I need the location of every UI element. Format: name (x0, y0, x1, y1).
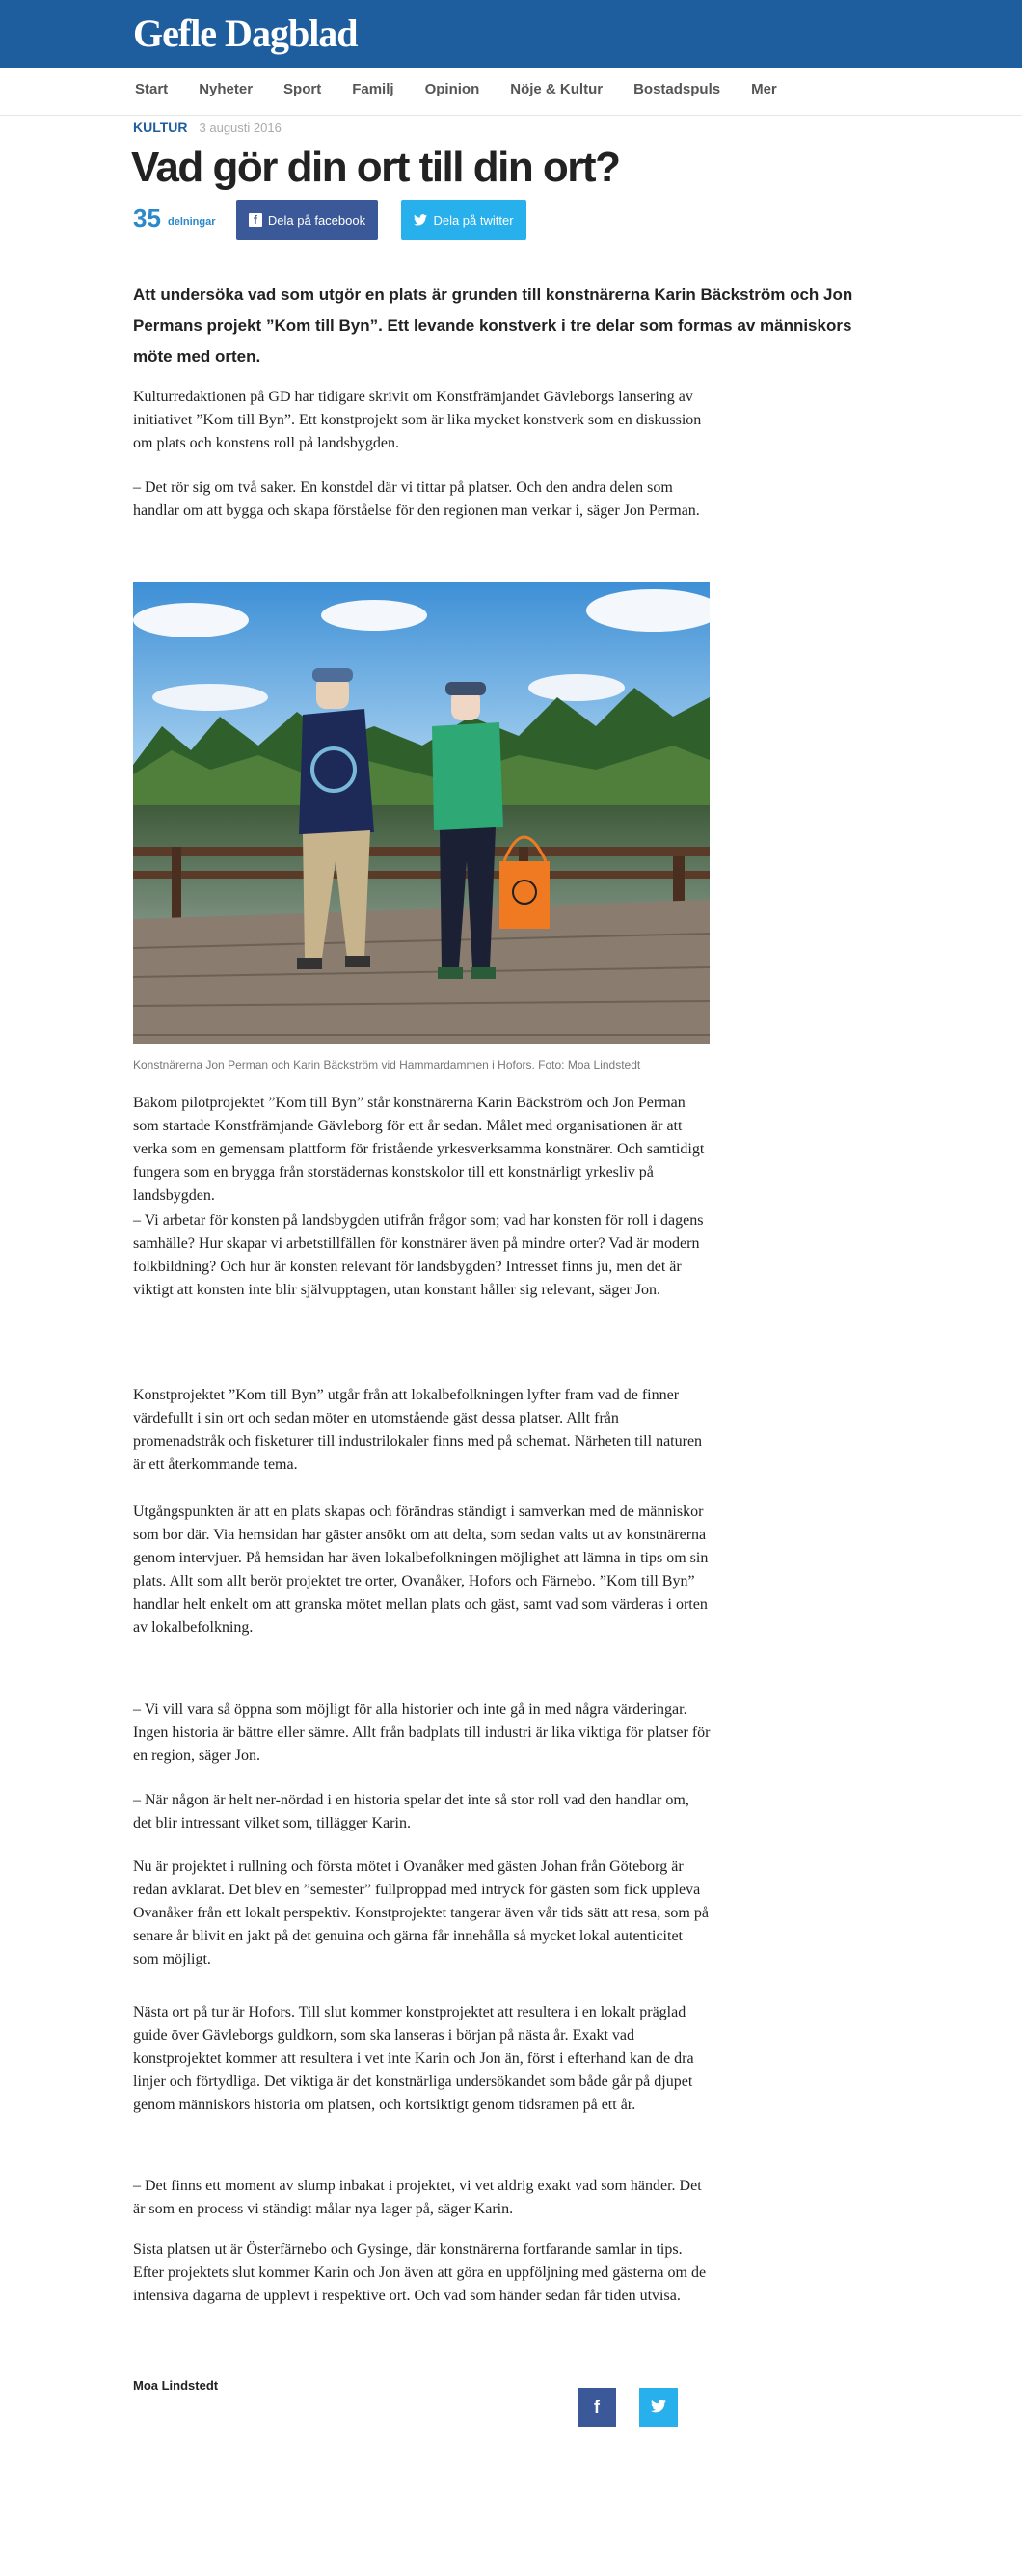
paragraph-7: Nu är projektet i rullning och första mötet i Ovanåker med gästen Johan från Göteborg är redan avklarat. Det blev en ”semester” fullproppad med intryck för gästen som fick uppleva Ovanåker från ett lokalt perspektiv. Konstprojektet tangerar även vår tids sätt att resa, som på senare år blivit en jakt på det genuina och gärna får innehålla så mycket lokal autenticitet som möjligt. (133, 1858, 709, 1967)
site-logo[interactable]: Gefle Dagblad (133, 12, 358, 55)
bottom-share-twitter-button[interactable] (639, 2388, 678, 2427)
nav-item-nyheter[interactable]: Nyheter (199, 81, 254, 97)
paragraph-2: – Vi arbetar för konsten på landsbygden utifrån frågor som; vad har konsten för roll i dagens samhälle? Hur skapar vi arbetstillfällen för konstnärer även på mindre orter? Vad är modern folkbildning? Och hur är konsten relevant för landsbygden? Intresset finns ju, men det är viktigt att konsten inte blir självupptagen, utan konstant håller sig relevant, säger Jon. (133, 1212, 704, 1298)
photo-illustration (133, 582, 710, 1044)
photo-caption: Konstnärerna Jon Perman och Karin Bäckström vid Hammardammen i Hofors. Foto: Moa Lindstedt (133, 1058, 641, 1071)
author-name: Moa Lindstedt (133, 2378, 219, 2393)
nav-item-opinion[interactable]: Opinion (424, 81, 480, 97)
nav-item-mer[interactable]: Mer (751, 81, 777, 97)
paragraph-5: – Vi vill vara så öppna som möjligt för alla historier och inte gå in med några värderingar. Ingen historia är bättre eller sämre. Allt från badplats till industri är lika viktiga för platser för en region, säger Jon. (133, 1701, 711, 1764)
paragraph-8: Nästa ort på tur är Hofors. Till slut kommer konstprojektet att resultera i en lokalt präglad guide över Gävleborgs guldkorn, som ska lanseras i början på nästa år. Exakt vad konstprojektet kommer att resultera i vet inte Karin och Jon än, först i efterhand kan de dra linjer och förtydliga. Det viktiga är det konstnärliga undersökandet som både går på djupet genom människors historia om platsen, och kortsiktigt genom tidsramen på ett år. (133, 2004, 694, 2113)
section-label[interactable]: KULTUR (133, 120, 188, 135)
paragraph-6: – När någon är helt ner-nördad i en historia spelar det inte så stor roll vad den handlar om, det blir intressant vilket som, tillägger Karin. (133, 1792, 689, 1831)
article-lead: Att undersöka vad som utgör en plats är grunden till konstnärerna Karin Bäckström och Jon Permans projekt ”Kom till Byn”. Ett levande konstverk i tre delar som formas av människors möte med orten. (133, 285, 853, 366)
paragraph-9: – Det finns ett moment av slump inbakat i projektet, vi vet aldrig exakt vad som händer. Det är som en process vi ständigt målar nya lager på, säger Karin. (133, 2178, 702, 2217)
nav-item-start[interactable]: Start (135, 81, 169, 97)
nav-item-sport[interactable]: Sport (283, 81, 322, 97)
share-count: 35 (133, 203, 161, 232)
main-nav (0, 68, 1022, 116)
nav-item-bostadspuls[interactable]: Bostadspuls (633, 81, 721, 97)
publish-date: 3 augusti 2016 (199, 121, 282, 135)
facebook-icon: f (594, 2397, 600, 2417)
bottom-share-facebook-button[interactable] (578, 2388, 616, 2427)
facebook-icon: f (249, 213, 262, 227)
share-count-label: delningar (168, 216, 216, 228)
twitter-icon (414, 214, 427, 226)
share-facebook-button[interactable] (236, 200, 378, 240)
site-header (0, 0, 1022, 68)
paragraph-3: Konstprojektet ”Kom till Byn” utgår från att lokalbefolkningen lyfter fram vad de finner värdefullt i sin ort och sedan möter en utomstående gäst dessa platser. Allt från promenadstråk och fisketurer till industrilokaler finns med på schemat. Närheten till naturen är ett återkommande tema. (133, 1387, 703, 1473)
share-twitter-label: Dela på twitter (433, 212, 514, 228)
twitter-icon (651, 2398, 666, 2418)
nav-item-noje-kultur[interactable]: Nöje & Kultur (510, 81, 604, 97)
share-row (133, 200, 615, 242)
paragraph-top-2: – Det rör sig om två saker. En konstdel där vi tittar på platser. Och den andra delen som handlar om att bygga och skapa förståelse för den regionen man verkar i, säger Jon Perman. (133, 479, 700, 519)
article-meta (133, 120, 282, 135)
share-twitter-button[interactable] (401, 200, 526, 240)
paragraph-top-1: Kulturredaktionen på GD har tidigare skrivit om Konstfrämjandet Gävleborgs lansering av initiativet ”Kom till Byn”. Ett konstprojekt som är lika mycket konstverk som en diskussion om plats och konstens roll på landsbygden. (133, 389, 702, 451)
nav-item-familj[interactable]: Familj (352, 81, 394, 97)
paragraph-10: Sista platsen ut är Österfärnebo och Gysinge, där konstnärerna fortfarande samlar in tips. Efter projektets slut kommer Karin och Jon även att göra en uppföljning med gästerna om de intensiva dagarna de upplevt i respektive ort. Och vad som händer sedan får tiden utvisa. (133, 2241, 707, 2304)
share-facebook-label: Dela på facebook (267, 212, 366, 228)
article-headline: Vad gör din ort till din ort? (131, 144, 620, 191)
paragraph-4: Utgångspunkten är att en plats skapas och förändras ständigt i samverkan med de människor som bor där. Via hemsidan har gäster ansökt om att delta, som sedan valts ut av konstnärerna genom intervjuer. På hemsidan har även lokalbefolkningen möjlighet att lämna in tips om sin plats. Allt som allt berör projektet tre orter, Ovanåker, Hofors och Färnebo. ”Kom till Byn” handlar helt enkelt om att granska mötet mellan plats och gäst, samt vad som värderas i orten av lokalbefolkning. (133, 1504, 709, 1636)
paragraph-1: Bakom pilotprojektet ”Kom till Byn” står konstnärerna Karin Bäckström och Jon Perman som startade Konstfrämjande Gävleborg för ett år sedan. Målet med organisationen är att verka som en gemensam plattform för fristående yrkesverksamma konstnärer. Och samtidigt fungera som en brygga från storstädernas konstskolor till ett konstnärligt yrkesliv på landsbygden. (133, 1095, 705, 1204)
article-photo (133, 582, 710, 1044)
